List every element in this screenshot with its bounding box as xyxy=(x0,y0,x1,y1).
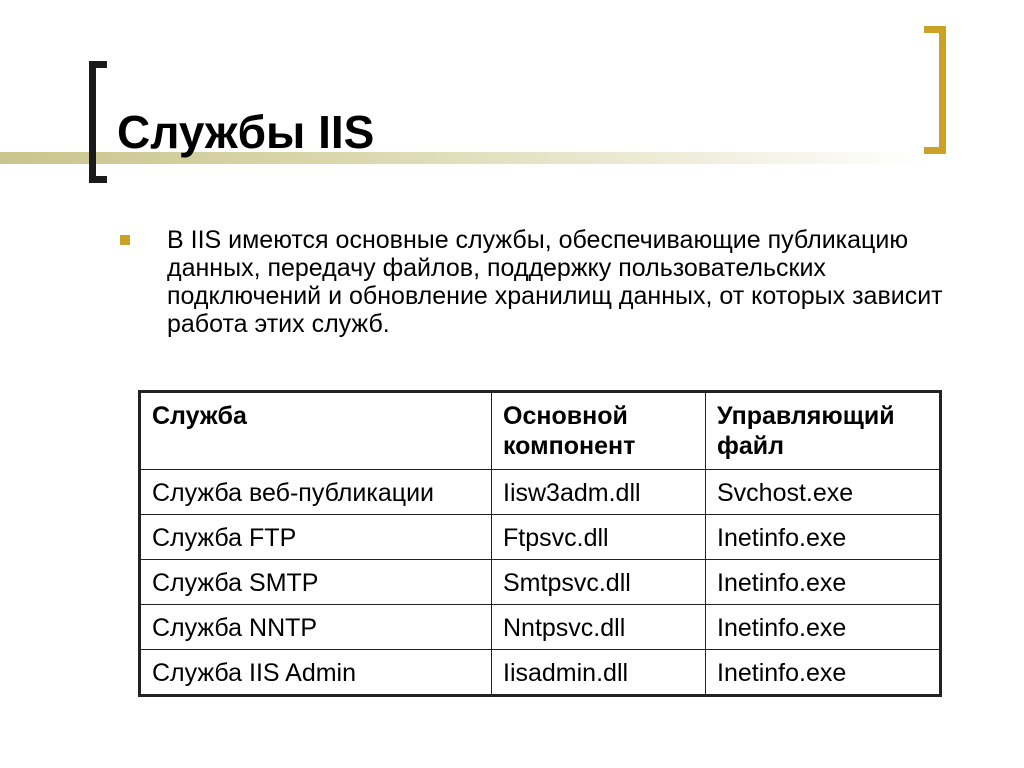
cell-component: Iisadmin.dll xyxy=(492,650,706,696)
square-bullet-icon xyxy=(120,235,130,245)
services-table xyxy=(138,390,942,697)
table-header-row xyxy=(140,392,941,470)
cell-service: Служба FTP xyxy=(140,515,492,560)
right-bracket-decoration xyxy=(924,26,946,154)
header-service: Служба xyxy=(140,392,492,470)
bullet-text: В IIS имеются основные службы, обеспечивающие публикацию данных, передачу файлов, поддержку пользовательских подключений и обновление хранилищ данных, от которых зависит работа этих служб. xyxy=(167,226,943,338)
cell-service: Служба IIS Admin xyxy=(140,650,492,696)
cell-service: Служба веб-публикации xyxy=(140,470,492,515)
table-row xyxy=(140,470,941,515)
cell-component: Ftpsvc.dll xyxy=(492,515,706,560)
header-main-component: Основной компонент xyxy=(492,392,706,470)
cell-component: Iisw3adm.dll xyxy=(492,470,706,515)
table-row xyxy=(140,605,941,650)
header-control-file: Управляющий файл xyxy=(706,392,941,470)
table-row xyxy=(140,650,941,696)
cell-file: Inetinfo.exe xyxy=(706,560,941,605)
cell-service: Служба NNTP xyxy=(140,605,492,650)
cell-component: Smtpsvc.dll xyxy=(492,560,706,605)
cell-component: Nntpsvc.dll xyxy=(492,605,706,650)
cell-file: Inetinfo.exe xyxy=(706,650,941,696)
table-row xyxy=(140,515,941,560)
cell-file: Inetinfo.exe xyxy=(706,515,941,560)
left-bracket-decoration xyxy=(89,61,107,183)
cell-file: Inetinfo.exe xyxy=(706,605,941,650)
table-row xyxy=(140,560,941,605)
cell-service: Служба SMTP xyxy=(140,560,492,605)
slide-title: Службы IIS xyxy=(117,106,375,158)
cell-file: Svchost.exe xyxy=(706,470,941,515)
